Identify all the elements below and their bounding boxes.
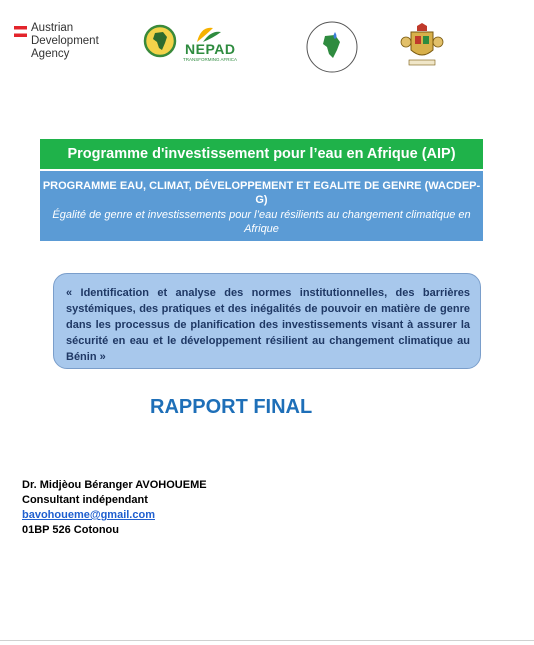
nepad-wordmark: NEPAD	[185, 41, 236, 57]
author-address: 01BP 526 Cotonou	[22, 524, 119, 536]
ada-line-3: Agency	[31, 48, 70, 60]
author-email-link[interactable]: bavohoueme@gmail.com	[22, 509, 155, 521]
austria-flag-icon	[14, 26, 27, 37]
page-bottom-divider	[0, 640, 534, 641]
ada-line-1: Austrian	[31, 22, 74, 34]
study-title: « Identification et analyse des normes institutionnelles, des barrières systémiques, des pratiques et des inégalités de pouvoir en matière de genre dans les processus de planification des investissements visant à assurer la sécurité en eau et le développement résilient au changement climatique au Bénin »	[66, 287, 470, 363]
author-role: Consultant indépendant	[22, 494, 148, 506]
author-name: Dr. Midjèou Béranger AVOHOUEME	[22, 479, 207, 491]
program-title-banner: Programme d'investissement pour l’eau en Afrique (AIP)	[40, 139, 483, 169]
ada-line-2: Development	[31, 35, 99, 47]
nepad-logo	[183, 24, 253, 68]
nepad-tagline: TRANSFORMING AFRICA	[183, 57, 238, 62]
report-title: RAPPORT FINAL	[150, 396, 313, 418]
logo-bar	[0, 18, 534, 78]
program-subtitle-box	[40, 171, 483, 241]
study-title-box	[53, 273, 481, 369]
every-drop-counts-logo-icon	[305, 20, 359, 74]
benin-coat-of-arms-icon	[397, 22, 447, 70]
african-union-logo-icon	[143, 24, 177, 58]
austrian-development-agency-logo	[14, 22, 99, 61]
program-name: PROGRAMME EAU, CLIMAT, DÉVELOPPEMENT ET EGALITE DE GENRE (WACDEP-G)	[42, 180, 481, 206]
program-tagline: Égalité de genre et investissements pour l’eau résilients au changement climatique en Afrique	[52, 209, 471, 235]
author-block	[22, 478, 207, 538]
